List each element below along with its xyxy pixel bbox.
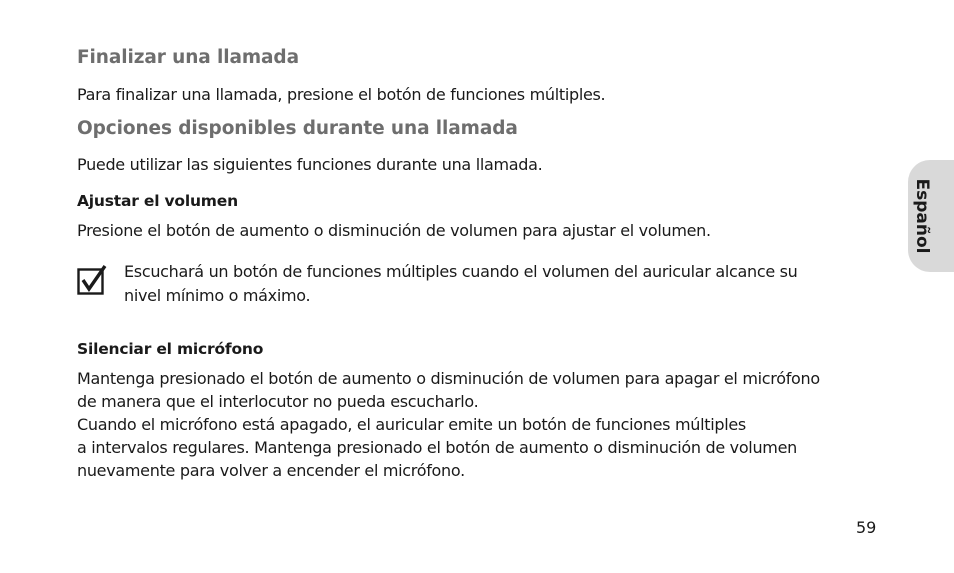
end-call-text: Para finalizar una llamada, presione el botón de funciones múltiples.	[77, 85, 606, 104]
heading-mute-microphone: Silenciar el micrófono	[77, 340, 264, 358]
mute-line: Cuando el micrófono está apagado, el auricular emite un botón de funciones múltiples	[77, 415, 746, 434]
checkmark-box-icon	[77, 265, 107, 295]
language-tab-label: Español	[912, 178, 932, 254]
page-number: 59	[856, 518, 877, 537]
volume-note	[124, 260, 798, 308]
heading-end-call: Finalizar una llamada	[77, 47, 299, 68]
mute-line: Mantenga presionado el botón de aumento o disminución de volumen para apagar el micrófono	[77, 369, 820, 388]
mute-line: de manera que el interlocutor no pueda escucharlo.	[77, 392, 479, 411]
language-side-tab	[908, 160, 954, 272]
volume-note-line: nivel mínimo o máximo.	[124, 286, 311, 305]
mute-line: nuevamente para volver a encender el micrófono.	[77, 461, 465, 480]
mute-line: a intervalos regulares. Mantenga presionado el botón de aumento o disminución de volumen	[77, 438, 797, 457]
heading-adjust-volume: Ajustar el volumen	[77, 192, 238, 210]
adjust-volume-text: Presione el botón de aumento o disminución de volumen para ajustar el volumen.	[77, 221, 711, 240]
call-options-text: Puede utilizar las siguientes funciones durante una llamada.	[77, 155, 543, 174]
mute-microphone-text	[77, 367, 820, 482]
volume-note-line: Escuchará un botón de funciones múltiples cuando el volumen del auricular alcance su	[124, 262, 798, 281]
heading-call-options: Opciones disponibles durante una llamada	[77, 118, 518, 139]
